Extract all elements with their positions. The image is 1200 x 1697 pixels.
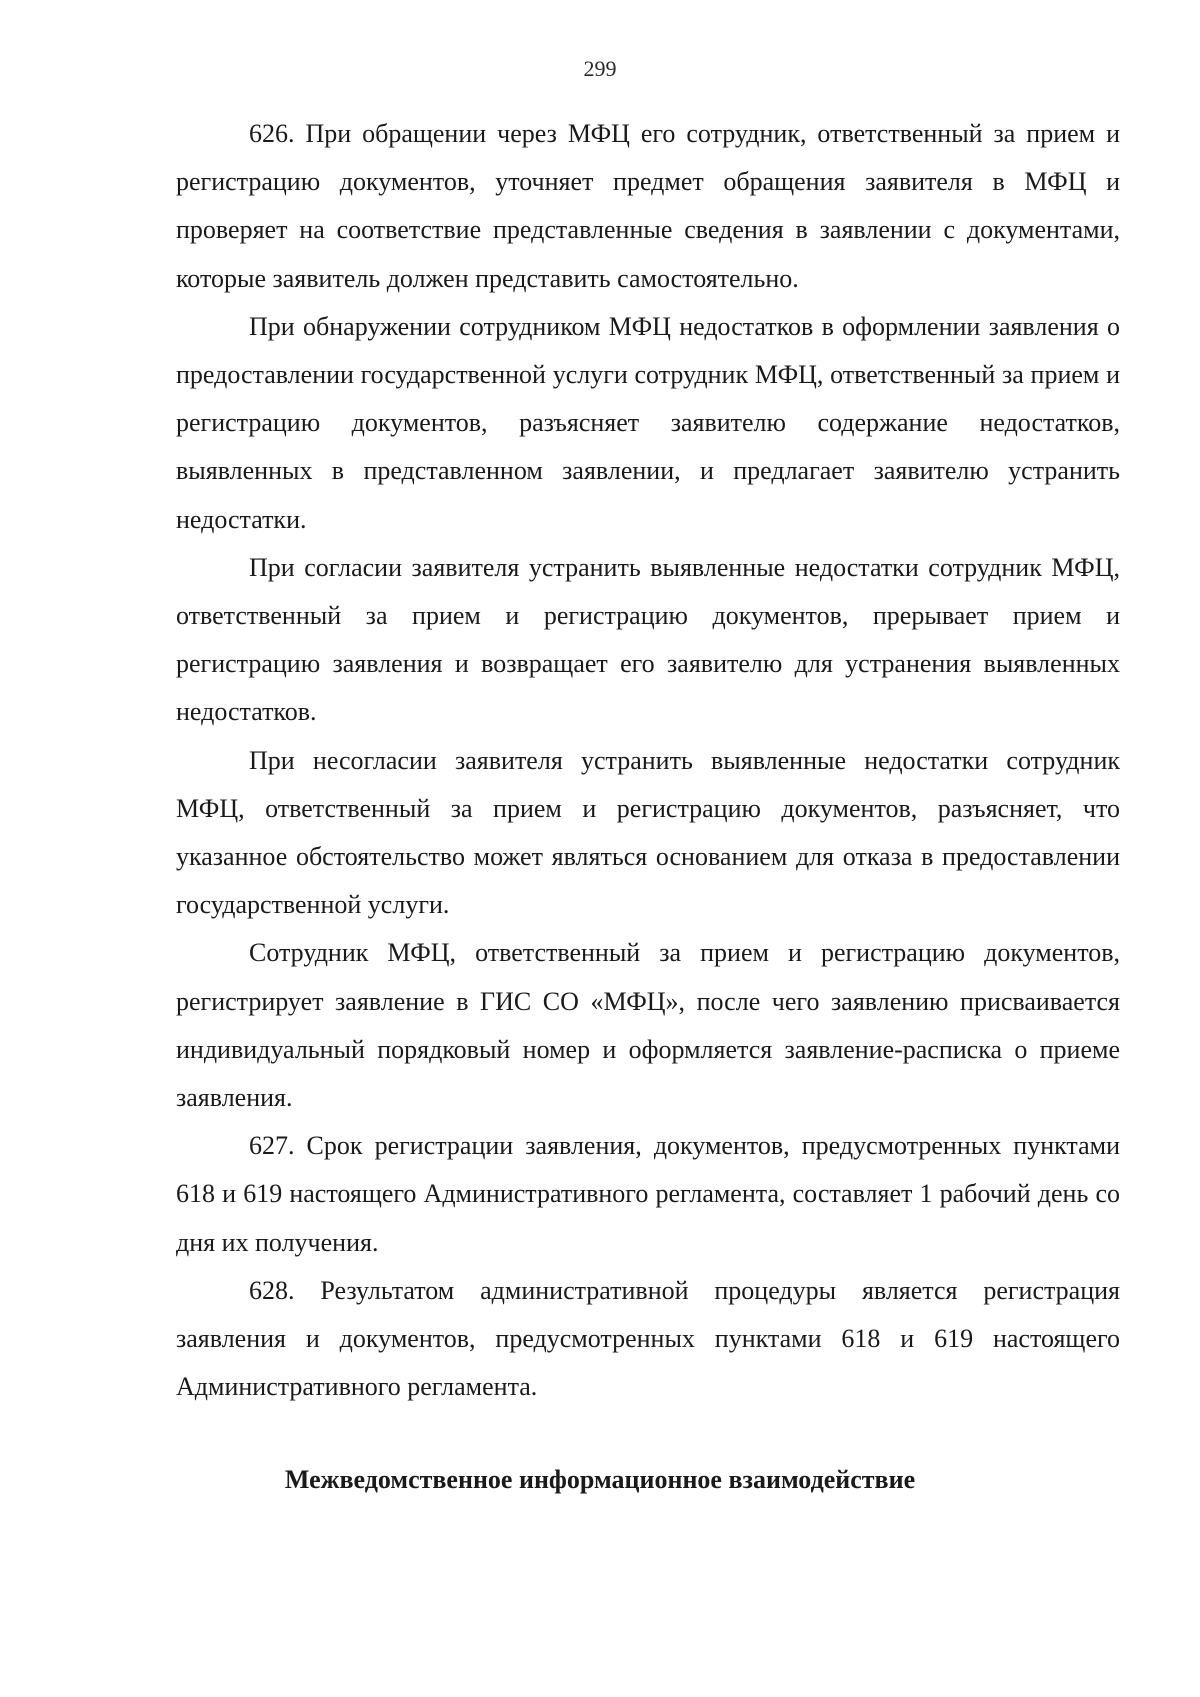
paragraph-applicant-disagrees: При несогласии заявителя устранить выявленные недостатки сотрудник МФЦ, ответственный за прием и регистрацию документов, разъясняет, что указанное обстоятельство может являться основанием для отказа в предоставлении государственной услуги.: [176, 745, 1120, 920]
paragraph-registration: Сотрудник МФЦ, ответственный за прием и регистрацию документов, регистрирует заявление в ГИС СО «МФЦ», после чего заявлению присваивается индивидуальный порядковый номер и оформляется заявление-расписка о приеме заявления.: [176, 938, 1120, 1113]
page-number: 299: [583, 56, 617, 81]
paragraph-627: 627. Срок регистрации заявления, документов, предусмотренных пунктами 618 и 619 настоящего Административного регламента, составляет 1 рабочий день со дня их получения.: [176, 1131, 1120, 1257]
paragraph-628: 628. Результатом административной процедуры является регистрация заявления и документов, предусмотренных пунктами 618 и 619 настоящего Административного регламента.: [176, 1275, 1120, 1402]
body-text: [176, 110, 1120, 1411]
paragraph-626: 626. При обращении через МФЦ его сотрудник, ответственный за прием и регистрацию документов, уточняет предмет обращения заявителя в МФЦ и проверяет на соответствие представленные сведения в заявлении с документами, которые заявитель должен представить самостоятельно.: [176, 119, 1120, 293]
section-heading: Межведомственное информационное взаимодействие: [284, 1465, 916, 1494]
paragraph-applicant-agrees: При согласии заявителя устранить выявленные недостатки сотрудник МФЦ, ответственный за прием и регистрацию документов, прерывает прием и регистрацию заявления и возвращает его заявителю для устранения выявленных недостатков.: [176, 552, 1120, 727]
paragraph-deficiencies-found: При обнаружении сотрудником МФЦ недостатков в оформлении заявления о предоставлении государственной услуги сотрудник МФЦ, ответственный за прием и регистрацию документов, разъясняет заявителю содержание недостатков, выявленных в представленном заявлении, и предлагает заявителю устранить недостатки.: [176, 311, 1120, 534]
